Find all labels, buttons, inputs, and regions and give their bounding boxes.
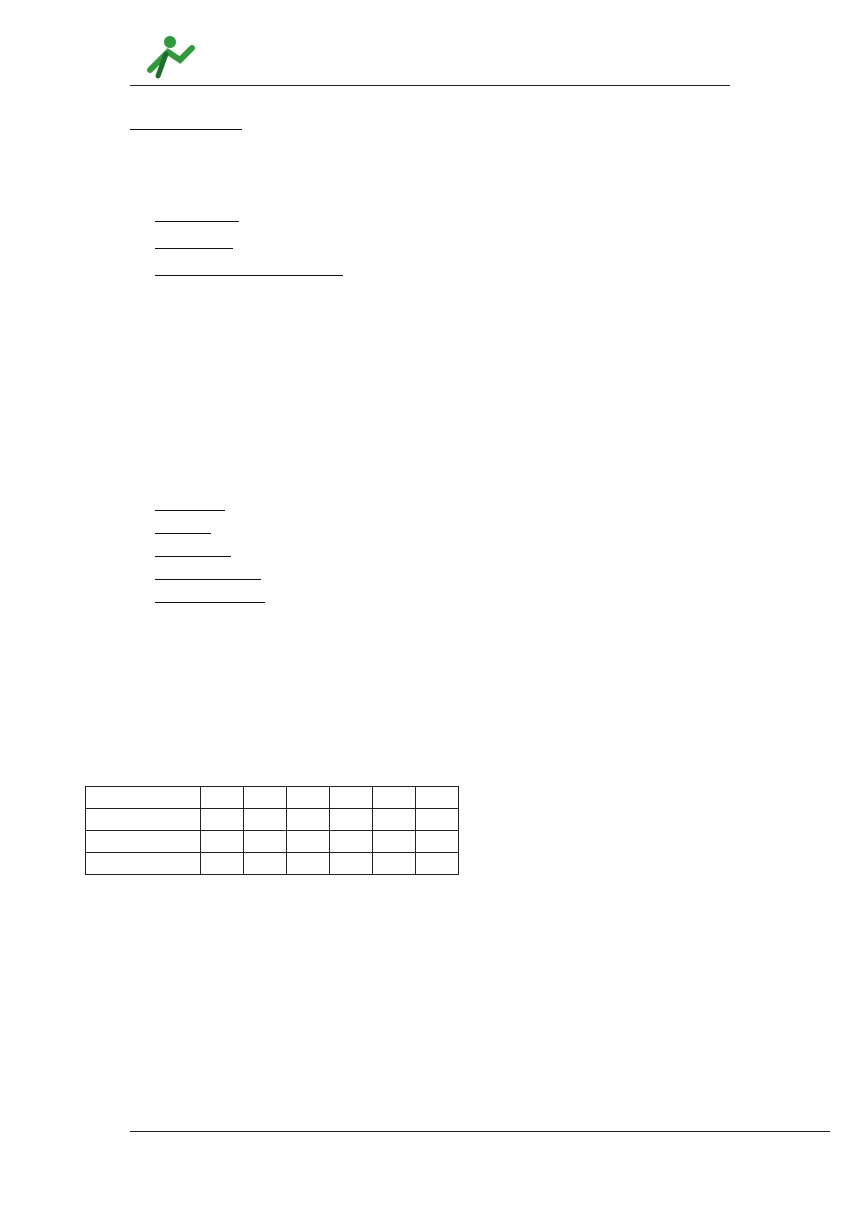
city-question-4 [155,567,261,583]
table-row [86,853,459,875]
logo [140,30,340,82]
logo-figure-icon [140,30,340,82]
line-800mm [130,117,242,133]
footer-rule [130,1131,830,1132]
question-1c [155,263,343,279]
question-1b [155,236,233,252]
exercise-chart [540,680,800,950]
table-row [86,831,459,853]
table-row [86,787,459,809]
city-question-3 [155,544,231,560]
city-charts [132,332,732,492]
precip-table [85,786,459,875]
city-question-2 [155,521,211,537]
city-question-1 [155,498,225,514]
city-question-5 [155,590,265,606]
question-1a [155,209,239,225]
header-rule [130,85,730,86]
table-row [86,809,459,831]
